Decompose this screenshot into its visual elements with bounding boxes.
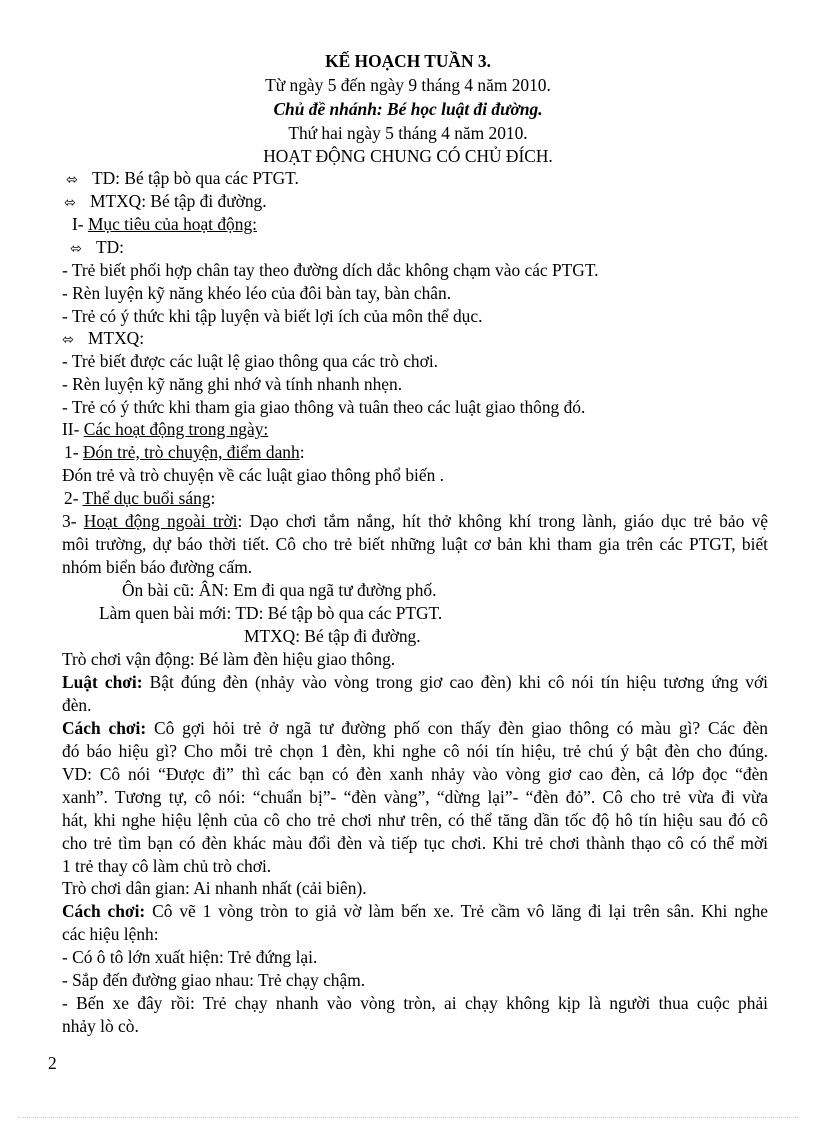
list-item: - Trẻ có ý thức khi tham gia giao thông và tuân theo các luật giao thông đó. <box>62 397 586 417</box>
paragraph-line: VD: Cô nói “Được đi” thì các bạn có đèn xanh nhảy vào vòng giơ cao đèn, cả lớp đọc “đèn <box>62 764 768 784</box>
paragraph-line: đó báo hiệu gì? Cho mỗi trẻ chọn 1 đèn, khi nghe cô nói tín hiệu, trẻ chú ý bật đèn cho đúng. <box>62 741 768 761</box>
subject-mtxq: ⬄ MTXQ: Bé tập đi đường. <box>64 190 267 214</box>
paragraph-line: xanh”. Tương tự, cô nói: “chuẩn bị”- “đèn vàng”, “dừng lại”- “đèn đỏ”. Cô cho trẻ vừa đi vừa <box>62 787 768 807</box>
paragraph-line: nhảy lò cò. <box>62 1016 139 1036</box>
new-lesson-2: MTXQ: Bé tập đi đường. <box>244 626 421 646</box>
section-2-item-1-text: Đón trẻ và trò chuyện về các luật giao thông phổ biến . <box>62 465 444 485</box>
list-item: - Rèn luyện kỹ năng ghi nhớ và tính nhanh nhẹn. <box>62 374 403 394</box>
subject-td: ⬄ TD: Bé tập bò qua các PTGT. <box>66 167 299 191</box>
page-number: 2 <box>48 1053 57 1073</box>
list-item: - Rèn luyện kỹ năng khéo léo của đôi bàn tay, bàn chân. <box>62 283 452 303</box>
list-item: - Trẻ biết phối hợp chân tay theo đường dích dắc không chạm vào các PTGT. <box>62 260 599 280</box>
paragraph-line: cho trẻ tìm bạn có đèn khác màu đổi đèn và tiếp tục chơi. Khi trẻ chơi thành thạo cô có thể mời <box>62 833 768 853</box>
activity-heading: HOẠT ĐỘNG CHUNG CÓ CHỦ ĐÍCH. <box>263 146 553 166</box>
paragraph-line: 1 trẻ thay cô làm chủ trò chơi. <box>62 856 272 876</box>
game-rules: Luật chơi: Bật đúng đèn (nhảy vào vòng trong giơ cao đèn) khi cô nói tín hiệu tương ứng với <box>62 672 769 692</box>
game-2-howto: Cách chơi: Cô vẽ 1 vòng tròn to giả vờ làm bến xe. Trẻ cầm vô lăng đi lại trên sân. Khi nghe <box>62 901 768 921</box>
paragraph-line: nhóm biển báo đường cấm. <box>62 557 253 577</box>
review-lesson: Ôn bài cũ: ÂN: Em đi qua ngã tư đường phố. <box>122 580 437 600</box>
section-1-td-label: ⬄ TD: <box>70 236 124 260</box>
section-2-item-3: 3- Hoạt động ngoài trời: Dạo chơi tắm nắng, hít thở không khí trong lành, giáo dục trẻ bảo vệ <box>62 511 768 531</box>
list-item: - Trẻ có ý thức khi tập luyện và biết lợi ích của môn thể dục. <box>62 306 483 326</box>
date-range: Từ ngày 5 đến ngày 9 tháng 4 năm 2010. <box>265 75 551 95</box>
day-heading: Thứ hai ngày 5 tháng 4 năm 2010. <box>288 123 528 143</box>
list-item: - Bến xe đây rồi: Trẻ chạy nhanh vào vòng tròn, ai chạy không kịp là người thua cuộc phải <box>62 993 768 1013</box>
double-arrow-icon: ⬄ <box>64 195 76 211</box>
section-1-heading: I- Mục tiêu của hoạt động: <box>72 214 257 234</box>
list-item: - Có ô tô lớn xuất hiện: Trẻ đứng lại. <box>62 947 318 967</box>
section-2-heading: II- Các hoạt động trong ngày: <box>62 419 269 439</box>
game-howto: Cách chơi: Cô gợi hỏi trẻ ở ngã tư đường phố con thấy đèn giao thông có màu gì? Các đèn <box>62 718 768 738</box>
page-divider <box>18 1117 798 1118</box>
double-arrow-icon: ⬄ <box>70 241 82 257</box>
section-2-item-2: 2- Thể dục buổi sáng: <box>64 488 216 508</box>
game-1-title: Trò chơi vận động: Bé làm đèn hiệu giao thông. <box>62 649 396 669</box>
paragraph-line: các hiệu lệnh: <box>62 924 159 944</box>
paragraph-line: hát, khi nghe hiệu lệnh của cô cho trẻ chơi như trên, có thể tăng dần tốc độ hô tín hiệu sau đó cô <box>62 810 768 830</box>
list-item: - Trẻ biết được các luật lệ giao thông qua các trò chơi. <box>62 351 438 371</box>
game-2-title: Trò chơi dân gian: Ai nhanh nhất (cải biên). <box>62 878 367 898</box>
section-2-item-1: 1- Đón trẻ, trò chuyện, điểm danh: <box>64 442 305 462</box>
double-arrow-icon: ⬄ <box>62 332 74 348</box>
double-arrow-icon: ⬄ <box>66 172 78 188</box>
list-item: - Sắp đến đường giao nhau: Trẻ chạy chậm. <box>62 970 366 990</box>
section-1-mtxq-label: ⬄ MTXQ: <box>62 327 144 351</box>
paragraph-line: đèn. <box>62 695 92 715</box>
paragraph-line: môi trường, dự báo thời tiết. Cô cho trẻ biết những luật cơ bản khi tham gia trên các PTGT, biết <box>62 534 768 554</box>
new-lesson: Làm quen bài mới: TD: Bé tập bò qua các PTGT. <box>99 603 443 623</box>
subtopic-heading: Chủ đề nhánh: Bé học luật đi đường. <box>273 99 543 119</box>
plan-title: KẾ HOẠCH TUẦN 3. <box>325 51 491 71</box>
